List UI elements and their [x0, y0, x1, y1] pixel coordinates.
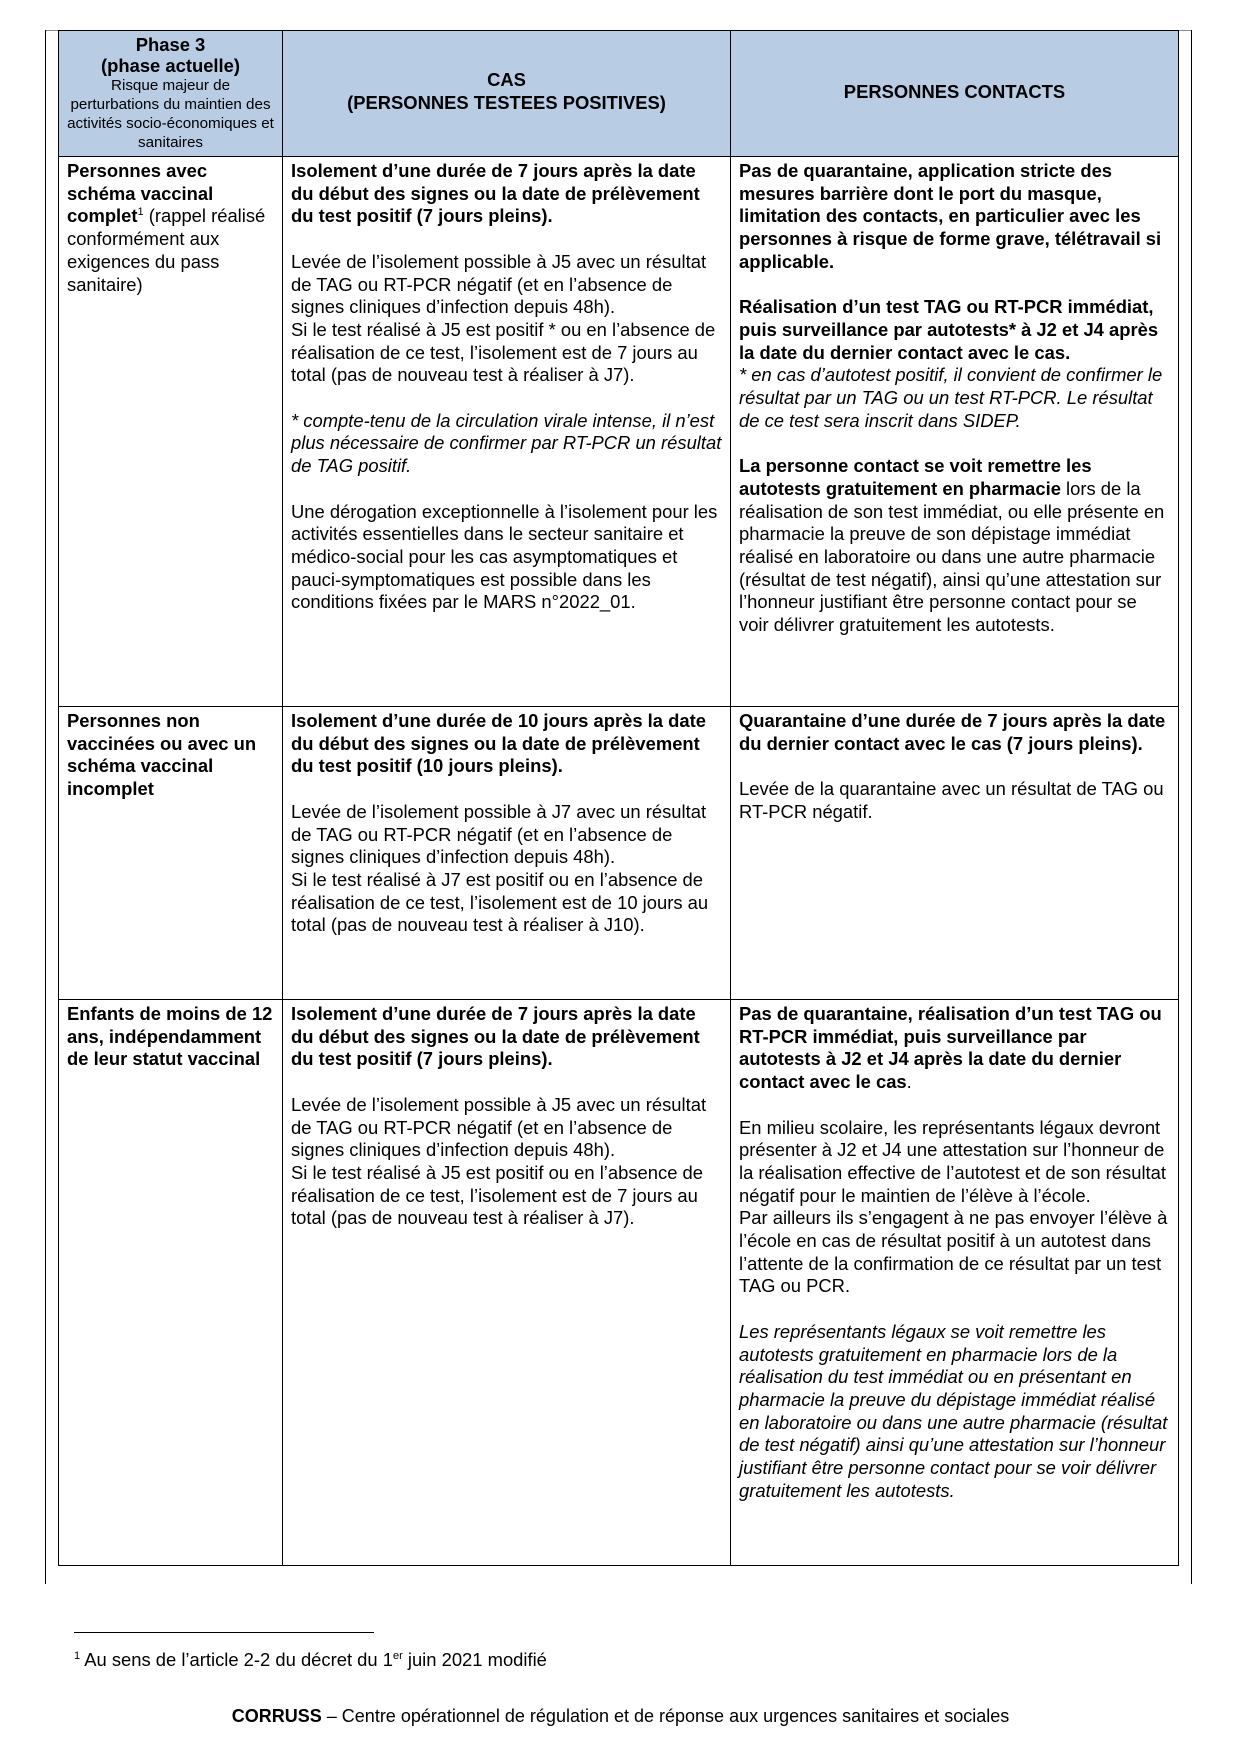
footnote-text-end: juin 2021 modifié	[402, 1649, 547, 1670]
table-row	[59, 707, 1179, 1000]
cas-note: * compte-tenu de la circulation virale intense, il n’est plus nécessaire de confirmer par RT-PCR un résultat de TAG positif.	[291, 409, 722, 477]
footnote-text: Au sens de l’article 2-2 du décret du 1	[80, 1649, 393, 1670]
cas-derogation: Une dérogation exceptionnelle à l’isolement pour les activités essentielles dans le secteur sanitaire et médico-social pour les cas asymptomatiques et pauci-symptomatiques est possible dans les conditions fixées par le MARS n°2022_01.	[291, 500, 718, 613]
header-cas	[283, 31, 731, 157]
cas-rule: Isolement d’une durée de 10 jours après la date du début des signes ou la date de prélèvement du test positif (10 jours pleins).	[291, 710, 706, 777]
cas-rule: Isolement d’une durée de 7 jours après la date du début des signes ou la date de prélèvement du test positif (7 jours pleins).	[291, 160, 700, 227]
category-label: Enfants de moins de 12 ans, indépendamment de leur statut vaccinal	[67, 1003, 273, 1070]
contacts-note: Les représentants légaux se voit remettre les autotests gratuitement en pharmacie lors de la réalisation du test immédiat ou en présentant en pharmacie la preuve du dépistage immédiat réalisé en laboratoire ou dans une autre pharmacie (résultat de test négatif) ainsi qu’une attestation sur l’honneur justifiant être personne contact pour se voir délivrer gratuitement les autotests.	[739, 1320, 1168, 1501]
contacts-cell	[731, 707, 1179, 1000]
cas-release: Levée de l’isolement possible à J7 avec un résultat de TAG ou RT-PCR négatif (et en l’absence de signes cliniques d’infection depuis 48h).	[291, 800, 707, 868]
contacts-testing: Réalisation d’un test TAG ou RT-PCR immédiat, puis surveillance par autotests* à J2 et J4 après la date du dernier contact avec le cas.	[739, 296, 1159, 363]
contacts-note: * en cas d’autotest positif, il convient de confirmer le résultat par un TAG ou un test RT-PCR. Le résultat de ce test sera inscrit dans SIDEP.	[739, 364, 1163, 431]
cas-cell	[283, 157, 731, 707]
category-label: Personnes avec schéma vaccinal complet	[67, 160, 214, 227]
table-row	[59, 157, 1179, 707]
cas-cell	[283, 707, 731, 1000]
contacts-rule: Quarantaine d’une durée de 7 jours après la date du dernier contact avec le cas (7 jours pleins).	[739, 710, 1166, 754]
category-detail: (rappel réalisé conformément aux exigences du pass sanitaire)	[67, 205, 266, 295]
contacts-cell	[731, 1000, 1179, 1566]
contacts-autotests: La personne contact se voit remettre les autotests gratuitement en pharmacie	[739, 455, 1092, 499]
contacts-rule: Pas de quarantaine, application stricte des mesures barrière dont le port du masque, limitation des contacts, en particulier avec les personnes à risque de forme grave, télétravail si applicable.	[739, 160, 1162, 272]
footnote	[74, 1649, 547, 1671]
cas-cell	[283, 1000, 731, 1566]
cas-positive: Si le test réalisé à J7 est positif ou en l’absence de réalisation de ce test, l’isolement est de 10 jours au total (pas de nouveau test à réaliser à J10).	[291, 868, 709, 936]
cas-subtitle: (PERSONNES TESTEES POSITIVES)	[347, 92, 666, 113]
contacts-commitment: Par ailleurs ils s’engagent à ne pas envoyer l’élève à l’école en cas de résultat positif à un autotest dans l’attente de la confirmation de ce résultat par un test TAG ou PCR.	[739, 1207, 1168, 1297]
contacts-rule-tail: .	[906, 1071, 912, 1093]
category-label: Personnes non vaccinées ou avec un schéma vaccinal incomplet	[67, 710, 257, 800]
footnote-separator	[74, 1632, 374, 1633]
cas-release: Levée de l’isolement possible à J5 avec un résultat de TAG ou RT-PCR négatif (et en l’absence de signes cliniques d’infection depuis 48h).	[291, 1093, 707, 1161]
cas-title: CAS	[487, 69, 526, 91]
footnote-ref: 1	[137, 206, 144, 219]
category-cell	[59, 157, 283, 707]
header-phase	[59, 31, 283, 157]
footer-brand: CORRUSS	[231, 1706, 322, 1726]
cas-positive: Si le test réalisé à J5 est positif * ou en l’absence de réalisation de ce test, l’isolement est de 7 jours au total (pas de nouveau test à réaliser à J7).	[291, 318, 716, 386]
page-footer	[0, 1705, 1241, 1727]
contacts-rule: Pas de quarantaine, réalisation d’un test TAG ou RT-PCR immédiat, puis surveillance par autotests à J2 et J4 après la date du dernier contact avec le cas	[739, 1003, 1162, 1093]
category-cell	[59, 1000, 283, 1566]
footer-text: – Centre opérationnel de régulation et de réponse aux urgences sanitaires et sociales	[321, 1706, 1010, 1726]
table-header-row	[59, 31, 1179, 157]
phase-description: Risque majeur de perturbations du maintien des activités socio-économiques et sanitaires	[67, 77, 274, 151]
footnote-number: 1	[74, 1649, 81, 1662]
cas-release: Levée de l’isolement possible à J5 avec un résultat de TAG ou RT-PCR négatif (et en l’absence de signes cliniques d’infection depuis 48h).	[291, 250, 707, 318]
category-cell	[59, 707, 283, 1000]
table-row	[59, 1000, 1179, 1566]
covid-measures-table	[58, 30, 1179, 1566]
footnote-sup: er	[392, 1649, 403, 1662]
cas-rule: Isolement d’une durée de 7 jours après la date du début des signes ou la date de prélèvement du test positif (7 jours pleins).	[291, 1003, 700, 1070]
phase-subtitle: (phase actuelle)	[101, 55, 240, 76]
contacts-cell	[731, 157, 1179, 707]
contacts-autotests-detail: lors de la réalisation de son test immédiat, ou elle présente en pharmacie la preuve de son dépistage immédiat réalisé en laboratoire ou dans une autre pharmacie (résultat de test négatif), ainsi qu’une attestation sur l’honneur justifiant être personne contact pour se voir délivrer gratuitement les autotests.	[739, 477, 1165, 636]
contacts-school: En milieu scolaire, les représentants légaux devront présenter à J2 et J4 une attestation sur l’honneur de la réalisation effective de l’autotest et de son résultat négatif pour le maintien de l’élève à l’école.	[739, 1116, 1166, 1206]
cas-positive: Si le test réalisé à J5 est positif ou en l’absence de réalisation de ce test, l’isolement est de 7 jours au total (pas de nouveau test à réaliser à J7).	[291, 1161, 703, 1229]
header-contacts: PERSONNES CONTACTS	[731, 31, 1179, 157]
phase-title: Phase 3	[135, 34, 206, 55]
contacts-release: Levée de la quarantaine avec un résultat de TAG ou RT-PCR négatif.	[739, 778, 1164, 822]
